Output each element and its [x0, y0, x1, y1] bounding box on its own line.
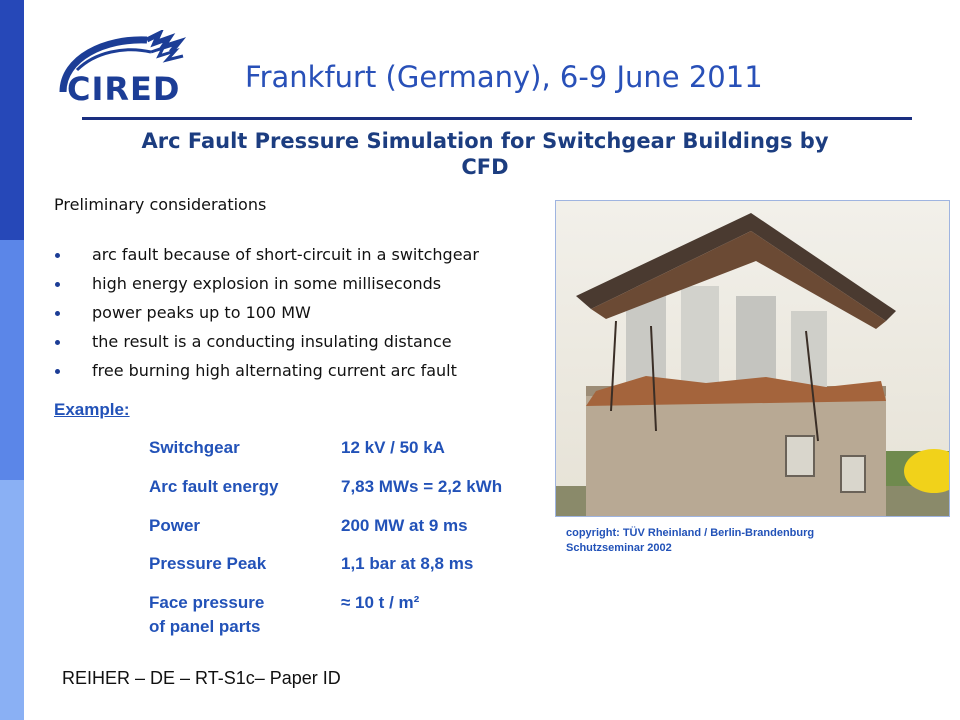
bullet-dot-icon	[55, 340, 60, 345]
spec-value-face-pressure: ≈ 10 t / m²	[341, 593, 420, 612]
bullet-item	[52, 327, 479, 356]
sidebar-stripe-top	[0, 0, 24, 240]
bullet-dot-icon	[55, 282, 60, 287]
bullet-item	[52, 269, 479, 298]
bullet-text: arc fault because of short-circuit in a switchgear	[92, 245, 479, 264]
spec-label-arc-fault-energy: Arc fault energy	[149, 477, 279, 496]
spec-value-power: 200 MW at 9 ms	[341, 516, 468, 535]
bullet-dot-icon	[55, 369, 60, 374]
spec-label-face-pressure-line-1: Face pressure	[149, 593, 265, 612]
bullet-item	[52, 356, 479, 385]
slide-title	[70, 128, 900, 180]
footer-paper-id: REIHER – DE – RT-S1c– Paper ID	[62, 668, 341, 688]
switchgear-building-photo	[555, 200, 950, 517]
spec-value-arc-fault-energy: 7,83 MWs = 2,2 kWh	[341, 477, 503, 496]
bullet-item	[52, 298, 479, 327]
photo-caption	[566, 526, 814, 556]
conference-title: Frankfurt (Germany), 6-9 June 2011	[245, 60, 763, 94]
cired-logo	[55, 30, 200, 118]
spec-label-power: Power	[149, 516, 201, 535]
slide-title-line-1: Arc Fault Pressure Simulation for Switchgear Buildings by	[141, 129, 829, 153]
header-divider	[82, 117, 912, 120]
logo-text: CIRED	[67, 70, 181, 108]
spec-label-switchgear: Switchgear	[149, 438, 240, 457]
example-heading: Example:	[54, 400, 130, 419]
bullet-text: power peaks up to 100 MW	[92, 303, 311, 322]
section-heading: Preliminary considerations	[54, 195, 267, 214]
bullet-item	[52, 240, 479, 269]
bullet-text: the result is a conducting insulating distance	[92, 332, 452, 351]
bullet-dot-icon	[55, 311, 60, 316]
photo-caption-line-1: copyright: TÜV Rheinland / Berlin-Brandenburg	[566, 527, 815, 539]
spec-value-pressure-peak: 1,1 bar at 8,8 ms	[341, 554, 474, 573]
sidebar-stripe-bottom	[0, 480, 24, 720]
sidebar-stripe-middle	[0, 240, 24, 480]
slide-title-line-2: CFD	[461, 155, 509, 179]
photo-caption-line-2: Schutzseminar 2002	[566, 542, 672, 554]
spec-value-switchgear: 12 kV / 50 kA	[341, 438, 445, 457]
spec-label-pressure-peak: Pressure Peak	[149, 554, 267, 573]
bullet-dot-icon	[55, 253, 60, 258]
bullet-list	[52, 240, 479, 385]
spec-label-face-pressure-line-2: of panel parts	[149, 617, 261, 636]
bullet-text: free burning high alternating current arc fault	[92, 361, 457, 380]
bullet-text: high energy explosion in some milliseconds	[92, 274, 442, 293]
